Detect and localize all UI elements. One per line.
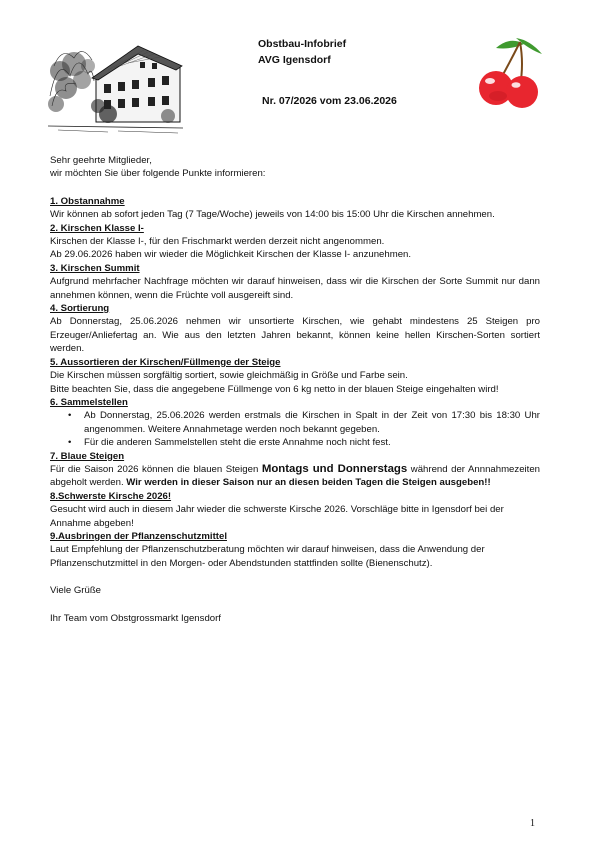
newsletter-title: Obstbau-Infobrief [258,38,347,50]
steigen-text-a: Für die Saison 2026 können die blauen Steigen [50,463,262,475]
section-text-summit: Aufgrund mehrfacher Nachfrage möchten wir darauf hinweisen, dass wir die Kirschen der Sorte Summit nur dann annehmen können, wenn die Früchte voll ausgereift sind. [50,276,540,301]
section-heading-klasse: 2. Kirschen Klasse I- [50,222,144,234]
section-text-aussortieren-2: Bitte beachten Sie, dass die angegebene Füllmenge von 6 kg netto in der blauen Steige eingehalten wird! [50,383,499,395]
steigen-text-b: während der Annnahmezeiten abgeholt werden. [50,463,540,489]
section-heading-pflanzenschutz: 9.Ausbringen der Pflanzenschutzmittel [50,530,227,542]
cherry-icon [470,34,552,110]
building-sketch-icon [48,36,183,138]
section-text-steigen [50,463,540,490]
letter-body [50,154,540,625]
greeting-line: Sehr geehrte Mitglieder, [50,155,152,166]
section-text-obstannahme: Wir können ab sofort jeden Tag (7 Tage/Woche) jeweils von 14:00 bis 15:00 Uhr die Kirschen annehmen. [50,209,495,221]
section-text-klasse-1: Kirschen der Klasse I-, für den Frischmarkt werden derzeit nicht angenommen. [50,236,385,248]
organisation-name: AVG Igensdorf [258,54,331,66]
section-text-sortierung: Ab Donnerstag, 25.06.2026 nehmen wir unsortierte Kirschen, wie gehabt mindestens 25 Steigen pro Erzeuger/Anliefertag an. Wie aus den letzten Jahren bekannt, können keine hellen Kirschen-Sorten sortiert werden. [50,316,540,355]
page-number: 1 [530,818,535,829]
issue-number: Nr. 07/2026 vom 23.06.2026 [262,95,397,107]
section-heading-steigen: 7. Blaue Steigen [50,450,125,462]
list-item: • Für die anderen Sammelstellen steht die erste Annahme noch nicht fest. [68,436,540,449]
section-heading-schwerste-kirsche: 8.Schwerste Kirsche 2026! [50,490,172,502]
closing-signature: Ihr Team vom Obstgrossmarkt Igensdorf [50,612,221,624]
section-text-klasse-2: Ab 29.06.2026 haben wir wieder die Möglichkeit Kirschen der Klasse I- anzunehmen. [50,249,412,261]
section-heading-summit: 3. Kirschen Summit [50,262,140,274]
closing-regards: Viele Grüße [50,585,102,597]
section-heading-sammelstellen: 6. Sammelstellen [50,396,128,408]
section-heading-obstannahme: 1. Obstannahme [50,195,125,207]
section-text-pflanzenschutz: Laut Empfehlung der Pflanzenschutzberatung möchten wir darauf hinweisen, dass die Anwendung der Pflanzenschutzmittel in den Morgen- oder Abendstunden stattfinden sollte (Bienenschutz). [50,544,485,569]
list-item: • Ab Donnerstag, 25.06.2026 werden erstmals die Kirschen in Spalt in der Zeit von 17:30 bis 18:30 Uhr angenommen. Weitere Annahmetage werden noch bekannt gegeben. [68,409,540,436]
sammelstellen-list [50,409,540,449]
section-heading-aussortieren: 5. Aussortieren der Kirschen/Füllmenge der Steige [50,356,281,368]
intro-line: wir möchten Sie über folgende Punkte informieren: [50,168,266,180]
section-heading-sortierung: 4. Sortierung [50,303,110,315]
section-text-aussortieren-1: Die Kirschen müssen sorgfältig sortiert, sowie gleichmäßig in Größe und Farbe sein. [50,370,408,382]
steigen-notice-bold: Wir werden in dieser Saison nur an diesen beiden Tagen die Steigen ausgeben!! [126,477,491,489]
section-text-schwerste-kirsche: Gesucht wird auch in diesem Jahr wieder die schwerste Kirsche 2026. Vorschläge bitte in Igensdorf bei der Annahme abgeben! [50,504,504,529]
steigen-days-highlight: Montags und Donnerstags [261,462,408,475]
